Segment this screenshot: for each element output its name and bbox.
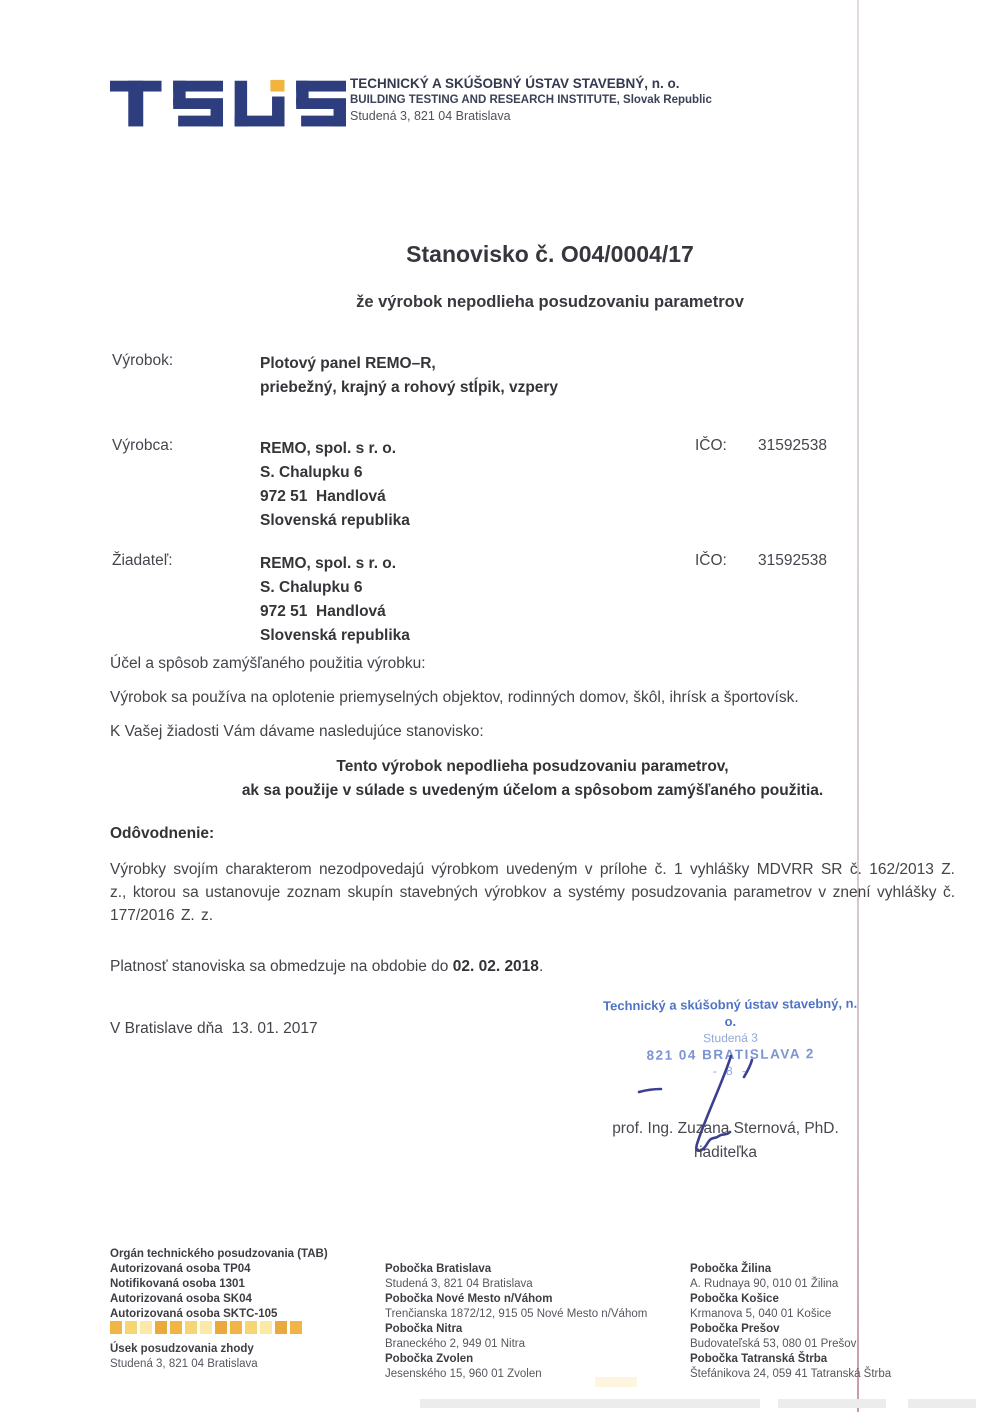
- document-title: Stanovisko č. O04/0004/17: [406, 241, 694, 267]
- validity-suffix: .: [538, 958, 544, 975]
- product-label: Výrobok:: [112, 352, 174, 369]
- manufacturer-street: S. Chalupku 6: [260, 464, 363, 481]
- branch-address: Krmanova 5, 040 01 Košice: [690, 1308, 832, 1320]
- org-identity-block: [350, 76, 712, 124]
- branch-name: Pobočka Prešov: [690, 1323, 780, 1335]
- stamp-line-3: 821 04 BRATISLAVA 2: [646, 1045, 815, 1063]
- statement-line-1: Tento výrobok nepodlieha posudzovaniu parametrov,: [336, 758, 729, 775]
- applicant-label: Žiadateľ:: [112, 552, 173, 569]
- statement-block: [110, 755, 955, 803]
- stamp-line-2: Studená 3: [703, 1030, 758, 1046]
- validity-date: 02. 02. 2018: [452, 958, 539, 975]
- place-date: V Bratislave dňa 13. 01. 2017: [110, 1020, 318, 1037]
- manufacturer-address-block: [260, 437, 410, 533]
- branch-address: A. Rudnaya 90, 010 01 Žilina: [690, 1278, 839, 1290]
- product-line-1: Plotový panel REMO–R,: [260, 355, 436, 372]
- branch-name: Pobočka Tatranská Štrba: [690, 1353, 828, 1365]
- purpose-text: Výrobok sa používa na oplotenie priemyselných objektov, rodinných domov, škôl, ihrísk a športovísk.: [110, 689, 799, 706]
- applicant-city: 972 51 Handlová: [260, 603, 386, 620]
- signatory-role: riaditeľka: [693, 1144, 758, 1161]
- validity-prefix: Platnosť stanoviska sa obmedzuje na obdobie do: [110, 958, 453, 975]
- signatory-name: prof. Ing. Zuzana Sternová, PhD.: [612, 1120, 839, 1137]
- justification-heading: Odôvodnenie:: [110, 825, 215, 842]
- tsus-logo-icon: [110, 75, 346, 133]
- branch-name: Pobočka Nové Mesto n/Váhom: [385, 1293, 553, 1305]
- applicant-name: REMO, spol. s r. o.: [260, 555, 397, 572]
- product-value: [260, 352, 558, 400]
- manufacturer-ico-label: IČO:: [695, 437, 727, 454]
- branch-address: Budovateľská 53, 080 01 Prešov: [690, 1338, 857, 1350]
- branch-address: Jesenského 15, 960 01 Zvolen: [385, 1368, 542, 1380]
- brand-squares-strip: [110, 1321, 302, 1334]
- stamp-line-4: - 8 -: [712, 1063, 750, 1079]
- scan-smudge: [778, 1399, 886, 1408]
- applicant-ico-label: IČO:: [695, 552, 727, 569]
- manufacturer-ico-value: 31592538: [758, 437, 827, 454]
- branch-name: Pobočka Košice: [690, 1293, 779, 1305]
- statement-line-2: ak sa použije v súlade s uvedeným účelom a spôsobom zamýšľaného použitia.: [241, 782, 824, 799]
- manufacturer-city: 972 51 Handlová: [260, 488, 386, 505]
- validity-line: [110, 958, 955, 976]
- branch-name: Pobočka Zvolen: [385, 1353, 474, 1365]
- branch-name: Pobočka Bratislava: [385, 1263, 492, 1275]
- justification-text: Výrobky svojím charakterom nezodpovedajú výrobkom uvedeným v prílohe č. 1 vyhlášky MDVRR SR č. 162/2013 Z. z., ktorou sa ustanovuje zoznam skupín stavebných výrobkov a systémy posudzovania parametrov v znení vyhlášky č. 177/2016 Z. z.: [110, 861, 955, 924]
- footer-tab-column: [110, 1247, 328, 1322]
- tab-line-3: Autorizovaná osoba SK04: [110, 1293, 252, 1305]
- scan-smudge: [595, 1377, 637, 1387]
- applicant-ico-value: 31592538: [758, 552, 827, 569]
- unit-address: Studená 3, 821 04 Bratislava: [110, 1358, 258, 1370]
- request-line: K Vašej žiadosti Vám dávame nasledujúce stanovisko:: [110, 723, 484, 740]
- tab-line-2: Notifikovaná osoba 1301: [110, 1278, 245, 1290]
- manufacturer-country: Slovenská republika: [260, 512, 410, 529]
- footer-branches-right: [690, 1262, 891, 1382]
- org-name-sk: TECHNICKÝ A SKÚŠOBNÝ ÚSTAV STAVEBNÝ, n. o.: [350, 76, 680, 91]
- unit-name: Úsek posudzovania zhody: [110, 1343, 254, 1355]
- branch-address: Studená 3, 821 04 Bratislava: [385, 1278, 533, 1290]
- footer-branches-mid: [385, 1262, 647, 1382]
- product-line-2: priebežný, krajný a rohový stĺpik, vzpery: [260, 379, 559, 396]
- branch-name: Pobočka Žilina: [690, 1263, 772, 1275]
- document-subtitle: že výrobok nepodlieha posudzovaniu parametrov: [356, 293, 744, 311]
- tab-line-1: Autorizovaná osoba TP04: [110, 1263, 251, 1275]
- manufacturer-name: REMO, spol. s r. o.: [260, 440, 397, 457]
- applicant-address-block: [260, 552, 410, 648]
- scan-smudge: [420, 1399, 760, 1408]
- org-name-en: BUILDING TESTING AND RESEARCH INSTITUTE, Slovak Republic: [350, 94, 712, 106]
- tab-heading: Orgán technického posudzovania (TAB): [110, 1248, 328, 1260]
- scan-smudge: [908, 1399, 976, 1408]
- branch-name: Pobočka Nitra: [385, 1323, 463, 1335]
- logo-gold-square: [270, 80, 284, 92]
- branch-address: Štefánikova 24, 059 41 Tatranská Štrba: [690, 1368, 892, 1380]
- tab-line-4: Autorizovaná osoba SKTC-105: [110, 1308, 278, 1320]
- org-address: Studená 3, 821 04 Bratislava: [350, 109, 511, 123]
- footer-unit-block: [110, 1342, 258, 1372]
- purpose-heading: Účel a spôsob zamýšľaného použitia výrobku:: [110, 655, 426, 672]
- applicant-country: Slovenská republika: [260, 627, 410, 644]
- stamp-line-1: Technický a skúšobný ústav stavebný, n. o.: [603, 995, 858, 1029]
- manufacturer-label: Výrobca:: [112, 437, 174, 454]
- branch-address: Braneckého 2, 949 01 Nitra: [385, 1338, 526, 1350]
- branch-address: Trenčianska 1872/12, 915 05 Nové Mesto n/Váhom: [385, 1308, 648, 1320]
- applicant-street: S. Chalupku 6: [260, 579, 363, 596]
